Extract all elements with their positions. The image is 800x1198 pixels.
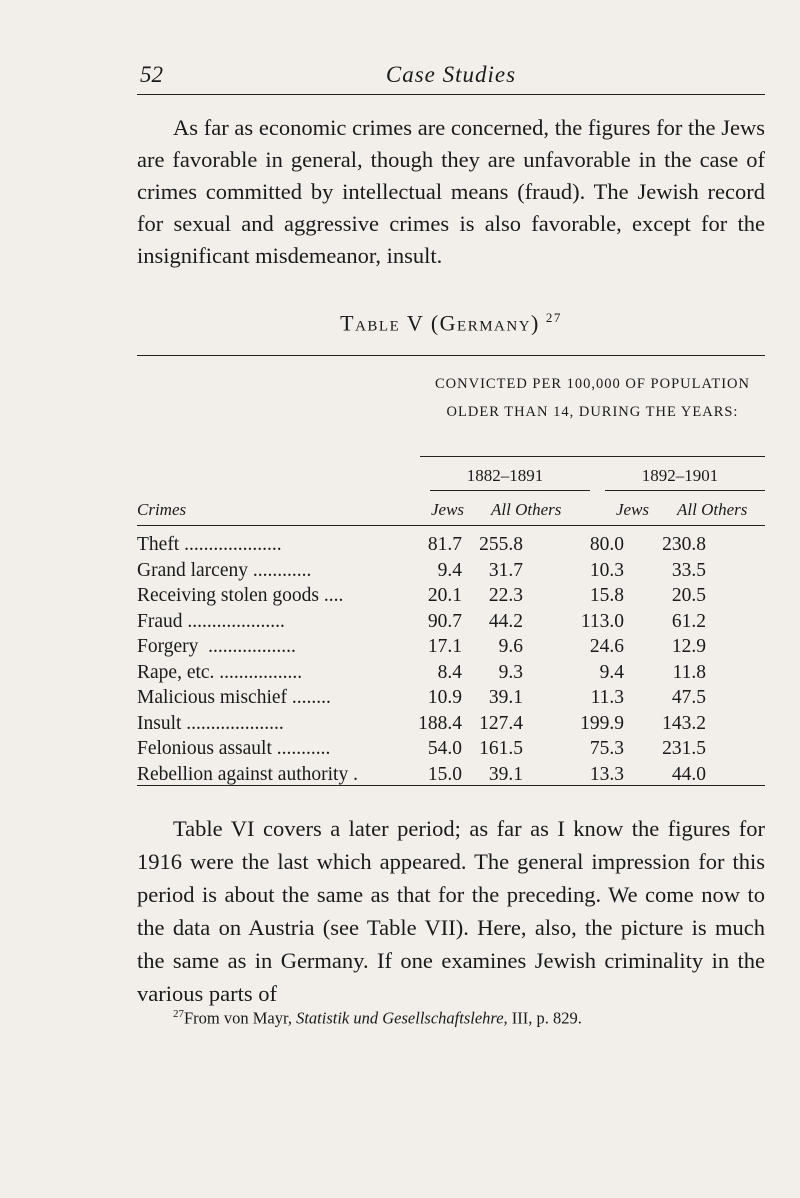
after-text: Table VI covers a later period; as far as I know the figures for 1916 were the last which appeared. The general impression for this period is about the same as that for the preceding. We come now to the data on Austria (see Table VII). Here, also, the picture is much the same as in Germany. If one examines Jewish criminality in the various parts of — [137, 816, 765, 1006]
value-others-1892: 47.5 — [671, 687, 706, 708]
table-row — [137, 711, 765, 737]
after-paragraph — [137, 812, 765, 1010]
value-jews-1882: 188.4 — [418, 712, 462, 734]
crime-label: Fraud .................... — [137, 610, 285, 632]
value-others-1882: 39.1 — [488, 687, 523, 708]
value-jews-1882: 20.1 — [427, 585, 462, 606]
value-others-1892: 33.5 — [671, 559, 706, 581]
value-jews-1892: 80.0 — [589, 534, 624, 555]
running-title: Case Studies — [385, 62, 517, 87]
table-row — [137, 736, 765, 762]
intro-paragraph — [137, 112, 765, 272]
page-header — [137, 58, 765, 95]
table-row — [137, 583, 765, 609]
value-others-1882: 39.1 — [488, 763, 523, 785]
table-row — [137, 609, 765, 635]
value-jews-1882: 8.4 — [437, 661, 462, 683]
value-jews-1892: 9.4 — [599, 661, 624, 683]
page-number: 52 — [140, 62, 163, 87]
crime-label: Malicious mischief ........ — [137, 687, 331, 708]
value-others-1882: 255.8 — [479, 534, 523, 555]
table-title — [137, 310, 765, 336]
crime-label: Felonious assault ........... — [137, 738, 331, 759]
period-1: 1882–1891 — [466, 466, 544, 485]
value-jews-1882: 10.9 — [427, 687, 462, 708]
col-header-jews-2: Jews — [616, 500, 650, 519]
value-jews-1882: 90.7 — [427, 610, 462, 632]
table-spanner: CONVICTED PER 100,000 OF POPULATION OLDER THAN 14, DURING THE YEARS: — [435, 376, 750, 420]
value-others-1892: 230.8 — [662, 534, 706, 555]
value-others-1882: 31.7 — [488, 559, 523, 581]
value-jews-1882: 9.4 — [437, 559, 462, 581]
value-jews-1892: 113.0 — [580, 610, 624, 632]
value-jews-1892: 10.3 — [589, 559, 624, 581]
value-jews-1892: 11.3 — [590, 687, 624, 708]
table-body — [137, 532, 765, 787]
table-row — [137, 660, 765, 686]
intro-text: As far as economic crimes are concerned, the figures for the Jews are favorable in general, though they are unfavorable in the case of crimes committed by intellectual means (fraud). The Jewish record for sexual and aggressive crimes is also favorable, except for the insignificant misdemeanor, insult. — [137, 115, 765, 268]
spanner-rule — [420, 456, 765, 457]
period-2: 1892–1901 — [641, 466, 719, 485]
table-top-rule — [137, 355, 765, 356]
crime-label: Insult .................... — [137, 712, 284, 734]
value-others-1892: 143.2 — [662, 712, 706, 734]
footnote-number: 27 — [173, 1008, 184, 1020]
footnote-work-title: Statistik und Gesellschaftslehre — [296, 1008, 504, 1028]
value-jews-1882: 54.0 — [427, 738, 462, 759]
value-others-1882: 127.4 — [479, 712, 523, 734]
crime-label: Grand larceny ............ — [137, 559, 312, 581]
footnote — [173, 1008, 582, 1029]
value-jews-1882: 81.7 — [427, 534, 462, 555]
crime-label: Forgery .................. — [137, 636, 296, 657]
crime-label: Receiving stolen goods .... — [137, 585, 344, 606]
crime-label: Rape, etc. ................. — [137, 661, 303, 683]
col-header-others-1: All Others — [491, 500, 562, 519]
value-others-1892: 20.5 — [671, 585, 706, 606]
table-title-text: Table V (Germany) — [340, 310, 540, 336]
value-jews-1892: 199.9 — [580, 712, 624, 734]
table-row — [137, 532, 765, 558]
value-others-1882: 44.2 — [488, 610, 523, 632]
value-others-1882: 22.3 — [488, 585, 523, 606]
table-row — [137, 558, 765, 584]
period-1-rule — [430, 490, 590, 491]
table-row — [137, 634, 765, 660]
value-others-1892: 44.0 — [671, 763, 706, 785]
value-others-1892: 231.5 — [662, 738, 706, 759]
crime-label: Theft .................... — [137, 534, 282, 555]
value-jews-1882: 17.1 — [427, 636, 462, 657]
col-header-jews-1: Jews — [431, 500, 465, 519]
table-row — [137, 685, 765, 711]
crime-label: Rebellion against authority . — [137, 763, 358, 785]
header-rule — [137, 525, 765, 526]
table-row — [137, 762, 765, 788]
value-others-1882: 161.5 — [479, 738, 523, 759]
row-header: Crimes — [137, 500, 187, 519]
value-jews-1882: 15.0 — [427, 763, 462, 785]
value-others-1892: 61.2 — [671, 610, 706, 632]
value-jews-1892: 75.3 — [589, 738, 624, 759]
value-jews-1892: 24.6 — [589, 636, 624, 657]
value-others-1882: 9.6 — [498, 636, 523, 657]
value-jews-1892: 13.3 — [589, 763, 624, 785]
value-others-1892: 12.9 — [671, 636, 706, 657]
footnote-text-before: From von Mayr, — [184, 1008, 297, 1028]
value-jews-1892: 15.8 — [589, 585, 624, 606]
value-others-1892: 11.8 — [672, 661, 706, 683]
table-footnote-ref: 27 — [545, 310, 562, 325]
value-others-1882: 9.3 — [498, 661, 523, 683]
table-bottom-rule — [137, 785, 765, 786]
footnote-text-after: , III, p. 829. — [503, 1008, 582, 1028]
period-2-rule — [605, 490, 765, 491]
col-header-others-2: All Others — [677, 500, 748, 519]
